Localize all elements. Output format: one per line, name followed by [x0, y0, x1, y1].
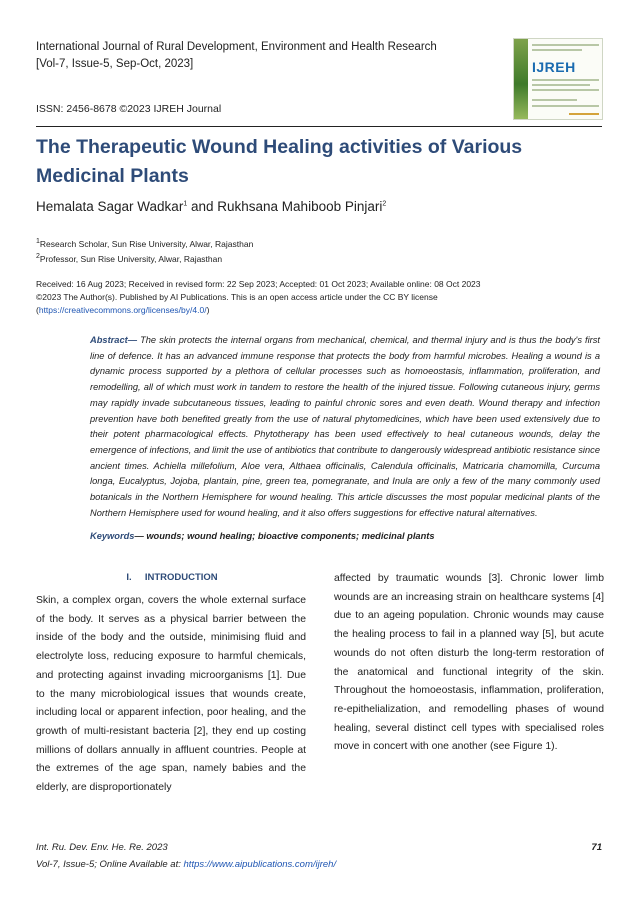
- license-bracket: (: [36, 305, 39, 315]
- journal-logo: [513, 38, 603, 120]
- abstract-text: The skin protects the internal organs from mechanical, chemical, and thermal injury and is thus the body's first line of defence. It has an advanced immune response that protects the body from harmful microbes. Healing a wound is a dynamic process supported by a plethora of cellular processes such as homoeostasis, inflammation, proliferation, and remodelling, all of which must work in tandem to restore the health of the injured tissue. Following cutaneous injury, germs may rapidly invade subcutaneous tissues, leading to painful chronic sores and even death. Wound therapy and infection prevention have both benefited greatly from the use of natural phytomedicines, which have been used extensively due to their potent pharmacological effects. Phytotherapy has been used effectively to heal cutaneous wounds, delay the emergence of infections, and limit the use of antibiotics that contribute to dangerously widespread antibiotic resistance since ancient times. Achiella millefolium, Aloe vera, Althaea officinalis, Calendula officinalis, Matricaria chamomilla, Curcuma longa, Eucalyptus, Jojoba, plantain, pine, green tea, pomegranate, and Inula are only a few of the many commonly used botanicals in the Northern Hemisphere for wound healing. This article discusses the most popular medicinal plants of the Northern Hemisphere used for wound healing, and it also offers suggestions for effective natural alternatives.: [90, 335, 600, 518]
- article-dates: Received: 16 Aug 2023; Received in revised form: 22 Sep 2023; Accepted: 01 Oct 2023; Available online: 08 Oct 2023: [36, 279, 481, 289]
- affiliation-text: Research Scholar, Sun Rise University, Alwar, Rajasthan: [39, 238, 254, 249]
- keywords-text: — wounds; wound healing; bioactive components; medicinal plants: [134, 531, 435, 541]
- abstract-label: Abstract—: [90, 335, 138, 345]
- abstract: [90, 333, 600, 521]
- issn-line: ISSN: 2456-8678 ©2023 IJREH Journal: [36, 103, 222, 115]
- author-affiliation-mark: 2: [382, 200, 387, 208]
- affiliation-mark: 1: [36, 238, 40, 245]
- intro-paragraph-right: affected by traumatic wounds [3]. Chronic lower limb wounds are an increasing strain on healthcare systems [4] due to an ageing population. Chronic wounds may cause the healing process to fail in a planned way [5], but acute wounds do not often disturb the long-term restoration of the anatomical and functional integrity of the skin. Throughout the homoeostasis, inflammation, proliferation, re-epithelialization, and remodelling phases of wound healing, several distinct cell types with specialised roles move in concert with one another (see Figure 1).: [334, 573, 604, 753]
- intro-paragraph-left: Skin, a complex organ, covers the whole external surface of the body. It serves as a physical barrier between the inside of the body and the outside, minimising fluid and electrolyte loss, reducing exposure to harmful chemicals, and protecting against invading microorganisms [1]. Due to the many microbiological issues that wounds create, including local or apparent infection, poor healing, and the growth of multi-resistant bacteria [2], they end up costing millions of dollars annually in affluent countries. People at the extremes of the age span, namely babies and the elderly, are disproportionately: [36, 595, 306, 794]
- author-separator: and: [187, 199, 218, 214]
- author-affiliation-mark: 1: [183, 200, 188, 208]
- logo-line: [532, 105, 599, 107]
- keywords-label: Keywords: [90, 531, 135, 541]
- logo-line: [532, 89, 599, 91]
- authors: [36, 199, 386, 214]
- author-name: Hemalata Sagar Wadkar: [36, 199, 184, 214]
- logo-line: [532, 99, 577, 101]
- logo-line: [532, 84, 590, 86]
- page-number: 71: [591, 842, 602, 853]
- footer-citation: Int. Ru. Dev. Env. He. Re. 2023: [36, 842, 168, 853]
- header-rule: [36, 126, 602, 127]
- article-title: The Therapeutic Wound Healing activities of Various Medicinal Plants: [36, 136, 523, 187]
- logo-line: [532, 44, 599, 46]
- page-footer: [36, 839, 602, 873]
- license-statement: ©2023 The Author(s). Published by AI Publications. This is an open access article under the CC BY license: [36, 292, 438, 302]
- logo-brand: IJREH: [532, 59, 576, 75]
- logo-line: [532, 79, 599, 81]
- footer-volume-text: Vol-7, Issue-5; Online Available at:: [36, 859, 184, 870]
- journal-title: International Journal of Rural Development, Environment and Health Research: [36, 41, 437, 53]
- author-name: Rukhsana Mahiboob Pinjari: [217, 199, 383, 214]
- journal-header: [36, 39, 486, 73]
- license-link-line: [36, 304, 602, 317]
- section-heading: I. INTRODUCTION: [126, 572, 218, 583]
- license-link[interactable]: https://creativecommons.org/licenses/by/4.0/: [38, 305, 207, 315]
- article-metadata: [36, 278, 602, 317]
- affiliation: [36, 253, 556, 264]
- logo-line: [532, 49, 582, 51]
- journal-link[interactable]: https://www.aipublications.com/ijreh/: [183, 859, 337, 870]
- journal-issue: [Vol-7, Issue-5, Sep-Oct, 2023]: [36, 58, 194, 70]
- license-bracket: ): [206, 305, 210, 315]
- affiliation-text: Professor, Sun Rise University, Alwar, Rajasthan: [39, 253, 223, 264]
- affiliation-mark: 2: [36, 253, 40, 260]
- logo-strip: [514, 39, 528, 120]
- keywords: [90, 531, 600, 541]
- footer-volume: [36, 856, 602, 873]
- affiliation: [36, 238, 556, 249]
- logo-line: [569, 113, 599, 115]
